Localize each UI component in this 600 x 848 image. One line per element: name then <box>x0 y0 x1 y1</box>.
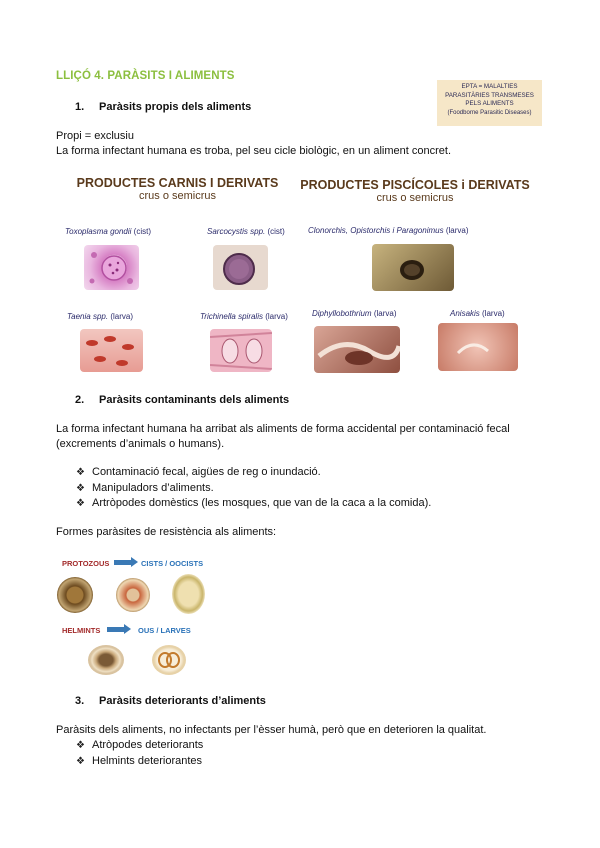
list-item: ❖ Manipuladors d’aliments. <box>76 481 431 497</box>
parasite-label: Taenia spp. (larva) <box>67 312 133 321</box>
meat-subtitle: crus o semicrus <box>138 190 217 202</box>
section-1-heading <box>75 101 251 113</box>
taenia-image <box>80 329 143 372</box>
oocist-image <box>172 574 205 614</box>
toxoplasma-image <box>84 245 139 290</box>
larva-coil-icon <box>152 645 186 675</box>
contamination-list <box>76 465 431 512</box>
section-1-paragraph: Propi = exclusiu <box>56 130 134 142</box>
fish-title: PRODUCTES PISCÍCOLES i DERIVATS <box>300 178 530 192</box>
meat-image-icon <box>80 329 143 372</box>
fish-image-icon <box>314 326 400 373</box>
section-3-paragraph: Paràsits dels aliments, no infectants per l’èsser humà, però que en deterioren la qualitat. <box>56 724 487 736</box>
cist-image <box>116 578 150 612</box>
cist-image <box>57 577 93 613</box>
meat-products-heading <box>60 176 295 202</box>
protozous-label: PROTOZOUS <box>62 559 110 568</box>
info-box-line: (Foodborne Parasitic Diseases) <box>447 109 532 116</box>
parasite-label: Toxoplasma gondii (cist) <box>65 227 151 236</box>
fish-products-heading <box>300 178 530 204</box>
section-2-paragraph: Formes paràsites de resistència als aliments: <box>56 526 277 538</box>
fish-subtitle: crus o semicrus <box>376 192 454 204</box>
parasite-label: Anisakis (larva) <box>450 309 505 318</box>
cists-label: CISTS / OOCISTS <box>141 559 204 568</box>
info-box <box>437 80 542 126</box>
cyst-image-icon <box>213 245 268 290</box>
parasite-label: Clonorchis, Opistorchis i Paragonimus (larva) <box>308 226 469 235</box>
trichinella-image <box>210 329 272 372</box>
section-title: Paràsits propis dels aliments <box>99 101 252 113</box>
list-item: ❖ Helmints deteriorantes <box>76 754 203 770</box>
clonorchis-image <box>372 244 454 291</box>
section-number: 3. <box>75 695 85 707</box>
parasite-label: Sarcocystis spp. (cist) <box>207 227 285 236</box>
muscle-image-icon <box>210 329 272 372</box>
section-number: 2. <box>75 394 85 406</box>
list-item: ❖ Contaminació fecal, aigües de reg o inundació. <box>76 465 431 481</box>
anisakis-image <box>438 323 518 371</box>
diphyllobothrium-image <box>314 326 400 373</box>
section-3-heading <box>75 695 266 707</box>
parasite-label: Diphyllobothrium (larva) <box>312 309 397 318</box>
parasite-label: Trichinella spiralis (larva) <box>200 312 288 321</box>
deteriorating-list <box>76 738 203 769</box>
info-box-line: PELS ALIMENTS <box>465 100 514 108</box>
arrow-icon <box>107 627 125 632</box>
helmints-label: HELMINTS <box>62 626 101 635</box>
section-title: Paràsits contaminants dels aliments <box>99 394 290 406</box>
larva-image <box>152 645 186 675</box>
section-number: 1. <box>75 101 85 113</box>
larva-image-icon <box>372 244 454 291</box>
sarcocystis-image <box>213 245 268 290</box>
section-1-paragraph: La forma infectant humana es troba, pel seu cicle biològic, en un aliment concret. <box>56 145 452 157</box>
section-2-heading <box>75 394 289 406</box>
ous-label: OUS / LARVES <box>138 626 191 635</box>
arrow-icon <box>114 560 132 565</box>
egg-image <box>88 645 124 675</box>
section-2-paragraph: La forma infectant humana ha arribat als aliments de forma accidental per contaminació fecal (excrements d’animals o humans). <box>56 423 510 450</box>
section-title: Paràsits deteriorants d’aliments <box>99 695 266 707</box>
list-item: ❖ Artròpodes domèstics (les mosques, que van de la caca a la comida). <box>76 496 431 512</box>
info-box-line: EPTA = MALALTIES <box>461 83 518 90</box>
meat-title: PRODUCTES CARNIS I DERIVATS <box>76 176 279 190</box>
lesson-title: LLIÇÓ 4. PARÀSITS I ALIMENTS <box>56 70 235 82</box>
cell-image-icon <box>84 245 139 290</box>
fish-image-icon <box>438 323 518 371</box>
list-item: ❖ Atròpodes deteriorants <box>76 738 203 754</box>
info-box-line: PARASITÀRIES TRANSMESES <box>445 91 534 99</box>
